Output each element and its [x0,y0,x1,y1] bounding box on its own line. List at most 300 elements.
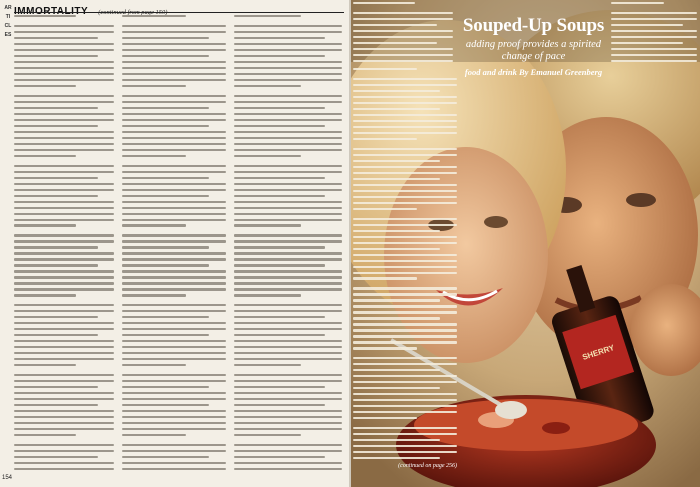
text-line-placeholder [122,246,209,248]
text-line-placeholder [14,183,114,185]
text-line-placeholder [234,43,342,45]
text-line-placeholder [234,183,342,185]
text-line-placeholder [353,266,457,268]
text-line-placeholder [122,73,226,75]
article-headline: Souped-Up Soups [462,15,605,36]
text-line-placeholder [14,304,114,306]
text-line-placeholder [14,85,76,87]
text-line-placeholder [122,462,226,464]
text-line-placeholder [122,189,226,191]
text-line-placeholder [14,219,114,221]
text-line-placeholder [611,24,683,26]
text-line-placeholder [14,201,114,203]
text-line-placeholder [234,246,325,248]
text-line-placeholder [122,31,226,33]
text-line-placeholder [234,213,342,215]
text-line-placeholder [234,444,342,446]
article-deck: adding proof provides a spirited change of pace [465,39,602,62]
text-line-placeholder [14,107,98,109]
text-line-placeholder [122,334,209,336]
text-line-placeholder [234,282,342,284]
text-line-placeholder [122,43,226,45]
text-line-placeholder [122,398,226,400]
left-column-3 [234,15,342,472]
text-line-placeholder [122,49,226,51]
left-column-2 [122,15,226,472]
text-line-placeholder [234,67,342,69]
text-line-placeholder [234,189,342,191]
text-line-placeholder [122,137,226,139]
text-line-placeholder [14,310,114,312]
text-line-placeholder [234,416,342,418]
text-line-placeholder [14,422,114,424]
text-line-placeholder [234,252,342,254]
text-line-placeholder [234,334,325,336]
text-line-placeholder [122,410,226,412]
text-line-placeholder [14,143,114,145]
text-line-placeholder [234,386,325,388]
text-line-placeholder [122,79,226,81]
text-line-placeholder [14,119,114,121]
text-line-placeholder [14,462,114,464]
text-line-placeholder [234,234,342,236]
text-line-placeholder [353,148,457,150]
text-line-placeholder [353,457,440,459]
text-line-placeholder [122,374,226,376]
text-line-placeholder [353,305,457,307]
text-line-placeholder [353,24,437,26]
text-line-placeholder [14,374,114,376]
page-number: 154 [2,475,13,481]
text-line-placeholder [353,427,457,429]
text-line-placeholder [353,445,457,447]
text-line-placeholder [353,208,417,210]
text-line-placeholder [14,79,114,81]
text-line-placeholder [14,322,114,324]
text-line-placeholder [353,12,453,14]
text-line-placeholder [14,444,114,446]
text-line-placeholder [14,264,98,266]
text-line-placeholder [234,392,342,394]
text-line-placeholder [234,107,325,109]
text-line-placeholder [353,224,457,226]
text-line-placeholder [234,258,342,260]
text-line-placeholder [14,316,98,318]
text-line-placeholder [234,171,342,173]
text-line-placeholder [234,143,342,145]
text-line-placeholder [234,125,325,127]
text-line-placeholder [353,84,457,86]
text-line-placeholder [122,37,209,39]
text-line-placeholder [122,340,226,342]
text-line-placeholder [122,422,226,424]
text-line-placeholder [14,171,114,173]
text-line-placeholder [122,195,209,197]
text-line-placeholder [234,37,325,39]
text-line-placeholder [14,49,114,51]
text-line-placeholder [14,468,114,470]
text-line-placeholder [353,254,457,256]
text-line-placeholder [234,207,342,209]
text-line-placeholder [122,450,226,452]
text-line-placeholder [234,316,325,318]
text-line-placeholder [122,85,186,87]
text-line-placeholder [353,411,457,413]
text-line-placeholder [353,341,457,343]
text-line-placeholder [14,456,98,458]
text-line-placeholder [353,48,453,50]
text-line-placeholder [234,310,342,312]
text-line-placeholder [122,125,209,127]
text-line-placeholder [122,149,226,151]
text-line-placeholder [353,154,457,156]
text-line-placeholder [122,288,226,290]
text-line-placeholder [122,294,186,296]
text-line-placeholder [122,386,209,388]
article-byline: food and drink By Emanuel Greenberg [464,67,603,77]
text-line-placeholder [14,55,98,57]
text-line-placeholder [353,114,457,116]
text-line-placeholder [353,126,457,128]
text-line-placeholder [14,213,114,215]
text-line-placeholder [122,201,226,203]
text-line-placeholder [353,323,457,325]
text-line-placeholder [122,404,209,406]
text-line-placeholder [14,240,114,242]
text-line-placeholder [14,398,114,400]
text-line-placeholder [14,61,114,63]
text-line-placeholder [122,55,209,57]
text-line-placeholder [611,42,683,44]
text-line-placeholder [234,428,342,430]
text-line-placeholder [14,246,98,248]
text-line-placeholder [14,149,114,151]
text-line-placeholder [611,48,697,50]
text-line-placeholder [611,18,697,20]
text-line-placeholder [353,236,457,238]
text-line-placeholder [353,138,417,140]
text-line-placeholder [122,107,209,109]
text-line-placeholder [353,399,457,401]
text-line-placeholder [353,451,457,453]
text-line-placeholder [14,346,114,348]
text-line-placeholder [353,54,453,56]
text-line-placeholder [14,334,98,336]
text-line-placeholder [122,392,226,394]
text-line-placeholder [353,30,453,32]
text-line-placeholder [122,15,186,17]
text-line-placeholder [353,166,457,168]
text-line-placeholder [122,304,226,306]
text-line-placeholder [234,422,342,424]
text-line-placeholder [353,248,440,250]
text-line-placeholder [122,270,226,272]
text-line-placeholder [14,386,98,388]
text-line-placeholder [353,272,457,274]
text-line-placeholder [353,68,417,70]
text-line-placeholder [122,468,226,470]
text-line-placeholder [14,125,98,127]
text-line-placeholder [122,177,209,179]
text-line-placeholder [234,456,325,458]
text-line-placeholder [234,264,325,266]
text-line-placeholder [122,240,226,242]
text-line-placeholder [234,61,342,63]
text-line-placeholder [122,428,226,430]
text-line-placeholder [353,439,440,441]
text-line-placeholder [353,277,417,279]
text-line-placeholder [122,171,226,173]
text-line-placeholder [14,358,114,360]
text-line-placeholder [234,95,342,97]
text-line-placeholder [353,230,440,232]
text-line-placeholder [14,25,114,27]
text-line-placeholder [122,364,186,366]
text-line-placeholder [14,43,114,45]
text-line-placeholder [14,101,114,103]
text-line-placeholder [234,276,342,278]
text-line-placeholder [353,196,457,198]
text-line-placeholder [14,392,114,394]
text-line-placeholder [14,282,114,284]
text-line-placeholder [234,462,342,464]
text-line-placeholder [14,155,76,157]
text-line-placeholder [14,37,98,39]
text-line-placeholder [234,364,301,366]
text-line-placeholder [353,42,437,44]
text-line-placeholder [122,25,226,27]
text-line-placeholder [234,322,342,324]
right-intro-text-right [611,2,697,62]
text-line-placeholder [234,31,342,33]
right-page [351,0,700,487]
text-line-placeholder [14,113,114,115]
text-line-placeholder [353,363,457,365]
text-line-placeholder [353,102,457,104]
text-line-placeholder [122,258,226,260]
text-line-placeholder [14,252,114,254]
text-line-placeholder [353,218,457,220]
text-line-placeholder [122,119,226,121]
text-line-placeholder [234,177,325,179]
text-line-placeholder [122,183,226,185]
text-line-placeholder [234,131,342,133]
text-line-placeholder [353,78,457,80]
text-line-placeholder [122,322,226,324]
text-line-placeholder [234,346,342,348]
text-line-placeholder [122,224,186,226]
text-line-placeholder [14,428,114,430]
text-line-placeholder [353,60,453,62]
text-line-placeholder [122,352,226,354]
text-line-placeholder [122,165,226,167]
text-line-placeholder [14,410,114,412]
text-line-placeholder [234,434,301,436]
text-line-placeholder [14,404,98,406]
text-line-placeholder [122,252,226,254]
text-line-placeholder [353,417,417,419]
text-line-placeholder [234,201,342,203]
text-line-placeholder [122,346,226,348]
text-line-placeholder [234,55,325,57]
left-page [0,0,349,487]
text-line-placeholder [14,67,114,69]
text-line-placeholder [611,54,697,56]
text-line-placeholder [234,410,342,412]
right-column-1 [353,68,457,463]
text-line-placeholder [122,434,186,436]
text-line-placeholder [122,219,226,221]
text-line-placeholder [122,155,186,157]
text-line-placeholder [353,387,440,389]
text-line-placeholder [122,234,226,236]
text-line-placeholder [353,433,457,435]
text-line-placeholder [353,90,440,92]
text-line-placeholder [14,294,76,296]
text-line-placeholder [14,450,114,452]
text-line-placeholder [234,149,342,151]
text-line-placeholder [122,276,226,278]
text-line-placeholder [353,317,440,319]
text-line-placeholder [234,328,342,330]
text-line-placeholder [122,358,226,360]
text-line-placeholder [353,393,457,395]
text-line-placeholder [122,310,226,312]
text-line-placeholder [14,434,76,436]
text-line-placeholder [234,25,342,27]
text-line-placeholder [14,195,98,197]
text-line-placeholder [14,95,114,97]
text-line-placeholder [234,270,342,272]
text-line-placeholder [122,67,226,69]
text-line-placeholder [14,416,114,418]
text-line-placeholder [234,294,301,296]
text-line-placeholder [14,73,114,75]
text-line-placeholder [353,329,457,331]
text-line-placeholder [234,404,325,406]
text-line-placeholder [234,165,342,167]
text-line-placeholder [14,270,114,272]
text-line-placeholder [14,276,114,278]
text-line-placeholder [353,381,457,383]
text-line-placeholder [234,219,342,221]
text-line-placeholder [234,101,342,103]
text-line-placeholder [353,405,457,407]
text-line-placeholder [353,2,415,4]
text-line-placeholder [611,12,697,14]
text-line-placeholder [234,468,342,470]
text-line-placeholder [234,113,342,115]
text-line-placeholder [122,61,226,63]
text-line-placeholder [14,340,114,342]
text-line-placeholder [353,357,457,359]
continued-to-note: (continued on page 256) [398,463,457,469]
text-line-placeholder [353,260,457,262]
text-line-placeholder [122,444,226,446]
text-line-placeholder [122,456,209,458]
text-line-placeholder [353,242,457,244]
text-line-placeholder [234,79,342,81]
text-line-placeholder [122,416,226,418]
text-line-placeholder [234,380,342,382]
text-line-placeholder [353,132,457,134]
text-line-placeholder [234,155,301,157]
text-line-placeholder [353,120,457,122]
text-line-placeholder [14,258,114,260]
text-line-placeholder [611,2,664,4]
text-line-placeholder [353,369,440,371]
text-line-placeholder [353,202,457,204]
text-line-placeholder [14,224,76,226]
text-line-placeholder [122,143,226,145]
text-line-placeholder [234,340,342,342]
text-line-placeholder [353,172,457,174]
text-line-placeholder [234,240,342,242]
text-line-placeholder [122,282,226,284]
right-intro-text-left [353,2,453,62]
text-line-placeholder [353,96,457,98]
text-line-placeholder [122,207,226,209]
text-line-placeholder [611,60,697,62]
text-line-placeholder [234,137,342,139]
text-line-placeholder [353,375,457,377]
text-line-placeholder [353,335,457,337]
text-line-placeholder [353,287,457,289]
text-line-placeholder [234,288,342,290]
text-line-placeholder [611,30,697,32]
text-line-placeholder [122,95,226,97]
text-line-placeholder [122,213,226,215]
text-line-placeholder [122,328,226,330]
text-line-placeholder [234,85,301,87]
text-line-placeholder [234,398,342,400]
text-line-placeholder [611,36,697,38]
bottle-label-text: SHERRY [581,343,616,362]
text-line-placeholder [14,189,114,191]
text-line-placeholder [14,234,114,236]
text-line-placeholder [14,364,76,366]
text-line-placeholder [353,293,457,295]
text-line-placeholder [14,165,114,167]
text-line-placeholder [353,18,453,20]
text-line-placeholder [14,352,114,354]
text-line-placeholder [353,184,457,186]
text-line-placeholder [122,101,226,103]
text-line-placeholder [122,131,226,133]
left-column-1 [14,15,114,472]
headline-block [456,16,611,77]
text-line-placeholder [14,328,114,330]
text-line-placeholder [353,108,440,110]
text-line-placeholder [234,119,342,121]
text-line-placeholder [234,15,301,17]
text-line-placeholder [14,137,114,139]
text-line-placeholder [14,15,76,17]
text-line-placeholder [122,264,209,266]
text-line-placeholder [14,31,114,33]
text-line-placeholder [353,299,440,301]
text-line-placeholder [234,352,342,354]
text-line-placeholder [234,224,301,226]
text-line-placeholder [353,347,417,349]
text-line-placeholder [14,131,114,133]
text-line-placeholder [14,207,114,209]
text-line-placeholder [353,178,440,180]
text-line-placeholder [234,73,342,75]
text-line-placeholder [122,316,209,318]
header-rule [14,12,344,13]
text-line-placeholder [234,450,342,452]
